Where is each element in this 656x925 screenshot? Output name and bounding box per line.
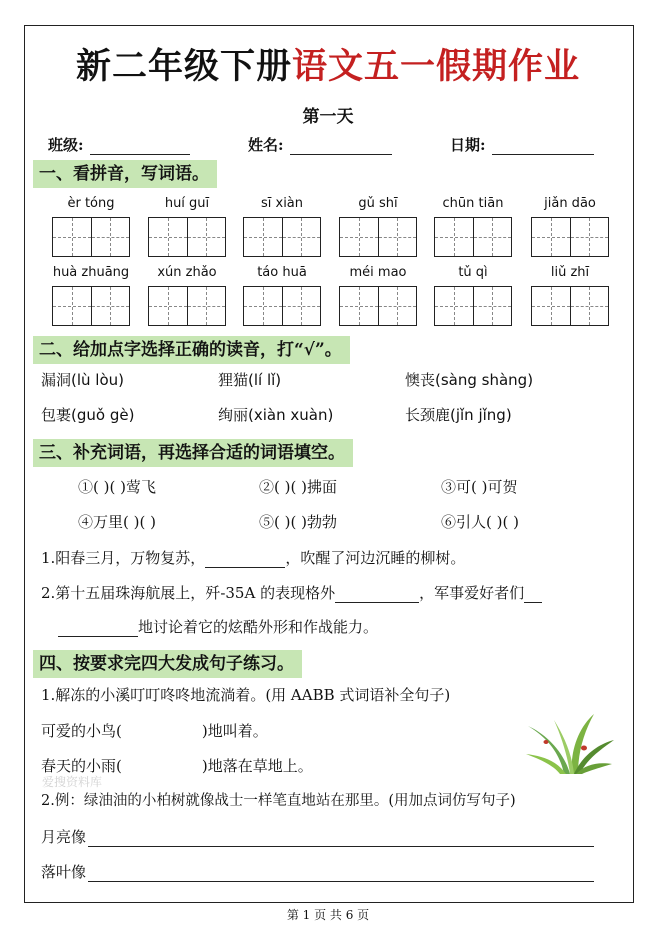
idiom-blank[interactable]: ⑤( )( )勃勃 [259, 513, 337, 531]
char-grid[interactable] [243, 217, 321, 257]
aabb-line-2: 春天的小雨( )地落在草地上。 [41, 757, 313, 775]
char-grid[interactable] [243, 286, 321, 326]
pinyin-group: méi mao [339, 264, 417, 326]
char-grid[interactable] [52, 286, 130, 326]
pinyin-group: táo huā [243, 264, 321, 326]
reading-choice[interactable]: 懊丧(sàng shàng) [405, 371, 534, 389]
idiom-blank[interactable]: ①( )( )莺飞 [78, 478, 156, 496]
answer-blank[interactable] [335, 588, 419, 603]
section-1-heading: 一、看拼音，写词语。 [33, 160, 217, 188]
date-field[interactable]: 日期: [450, 134, 594, 155]
char-grid[interactable] [434, 286, 512, 326]
fill-sentence-1: 1.阳春三月，万物复苏， ，吹醒了河边沉睡的柳树。 [41, 549, 466, 567]
answer-blank[interactable] [58, 622, 138, 637]
pinyin-group: sī xiàn [243, 195, 321, 257]
pinyin-group: huí guī [148, 195, 226, 257]
fill-sentence-2-cont: 地讨论着它的炫酷外形和作战能力。 [58, 616, 378, 637]
reading-choice[interactable]: 包裹(guǒ gè) [41, 406, 135, 424]
fill-sentence-2: 2.第十五届珠海航展上，歼-35A 的表现格外 ，军事爱好者们 [41, 582, 542, 603]
reading-choice[interactable]: 长颈鹿(jǐn jǐng) [405, 406, 512, 424]
idiom-blank[interactable]: ③可( )可贺 [441, 478, 518, 496]
section-3-heading: 三、补充词语，再选择合适的词语填空。 [33, 439, 353, 467]
pinyin-group: jiǎn dāo [531, 195, 609, 257]
page-title: 新二年级下册语文五一假期作业 [75, 46, 581, 87]
char-grid[interactable] [531, 217, 609, 257]
grass-ladybug-illustration [524, 712, 616, 774]
name-field[interactable]: 姓名: [248, 134, 392, 155]
reading-choice[interactable]: 漏洞(lù lòu) [41, 371, 124, 389]
pinyin-group: gǔ shī [339, 195, 417, 257]
leaf-line: 落叶像 [41, 861, 594, 882]
section-4-heading: 四、按要求完四大发成句子练习。 [33, 650, 302, 678]
question-1: 1.解冻的小溪叮叮咚咚地流淌着。(用 AABB 式词语补全句子) [41, 686, 451, 704]
class-field[interactable]: 班级: [48, 134, 190, 155]
page-subtitle: 第一天 [302, 107, 354, 127]
reading-choice[interactable]: 绚丽(xiàn xuàn) [218, 406, 334, 424]
question-2: 2.例：绿油油的小柏树就像战士一样笔直地站在那里。(用加点词仿写句子) [41, 793, 516, 809]
idiom-blank[interactable]: ②( )( )拂面 [259, 478, 337, 496]
answer-line[interactable] [88, 867, 594, 882]
pinyin-group: èr tóng [52, 195, 130, 257]
watermark: 爱搜资料库 [42, 775, 103, 789]
char-grid[interactable] [148, 286, 226, 326]
char-grid[interactable] [339, 217, 417, 257]
moon-line: 月亮像 [41, 826, 594, 847]
char-grid[interactable] [52, 217, 130, 257]
pinyin-group: liǔ zhī [531, 264, 609, 326]
char-grid[interactable] [434, 217, 512, 257]
pinyin-group: chūn tiān [434, 195, 512, 257]
reading-choice[interactable]: 狸猫(lí lǐ) [218, 371, 282, 389]
aabb-line-1: 可爱的小鸟( )地叫着。 [41, 722, 268, 740]
answer-line[interactable] [88, 832, 594, 847]
pinyin-group: tǔ qì [434, 264, 512, 326]
pinyin-group: huà zhuāng [52, 264, 130, 326]
answer-blank[interactable] [524, 588, 542, 603]
char-grid[interactable] [148, 217, 226, 257]
char-grid[interactable] [339, 286, 417, 326]
section-2-heading: 二、给加点字选择正确的读音，打“√”。 [33, 336, 350, 364]
answer-blank[interactable] [205, 553, 285, 568]
idiom-blank[interactable]: ⑥引人( )( ) [441, 513, 519, 531]
page-number: 第 1 页 共 6 页 [286, 908, 370, 922]
pinyin-group: xún zhǎo [148, 264, 226, 326]
char-grid[interactable] [531, 286, 609, 326]
idiom-blank[interactable]: ④万里( )( ) [78, 513, 156, 531]
